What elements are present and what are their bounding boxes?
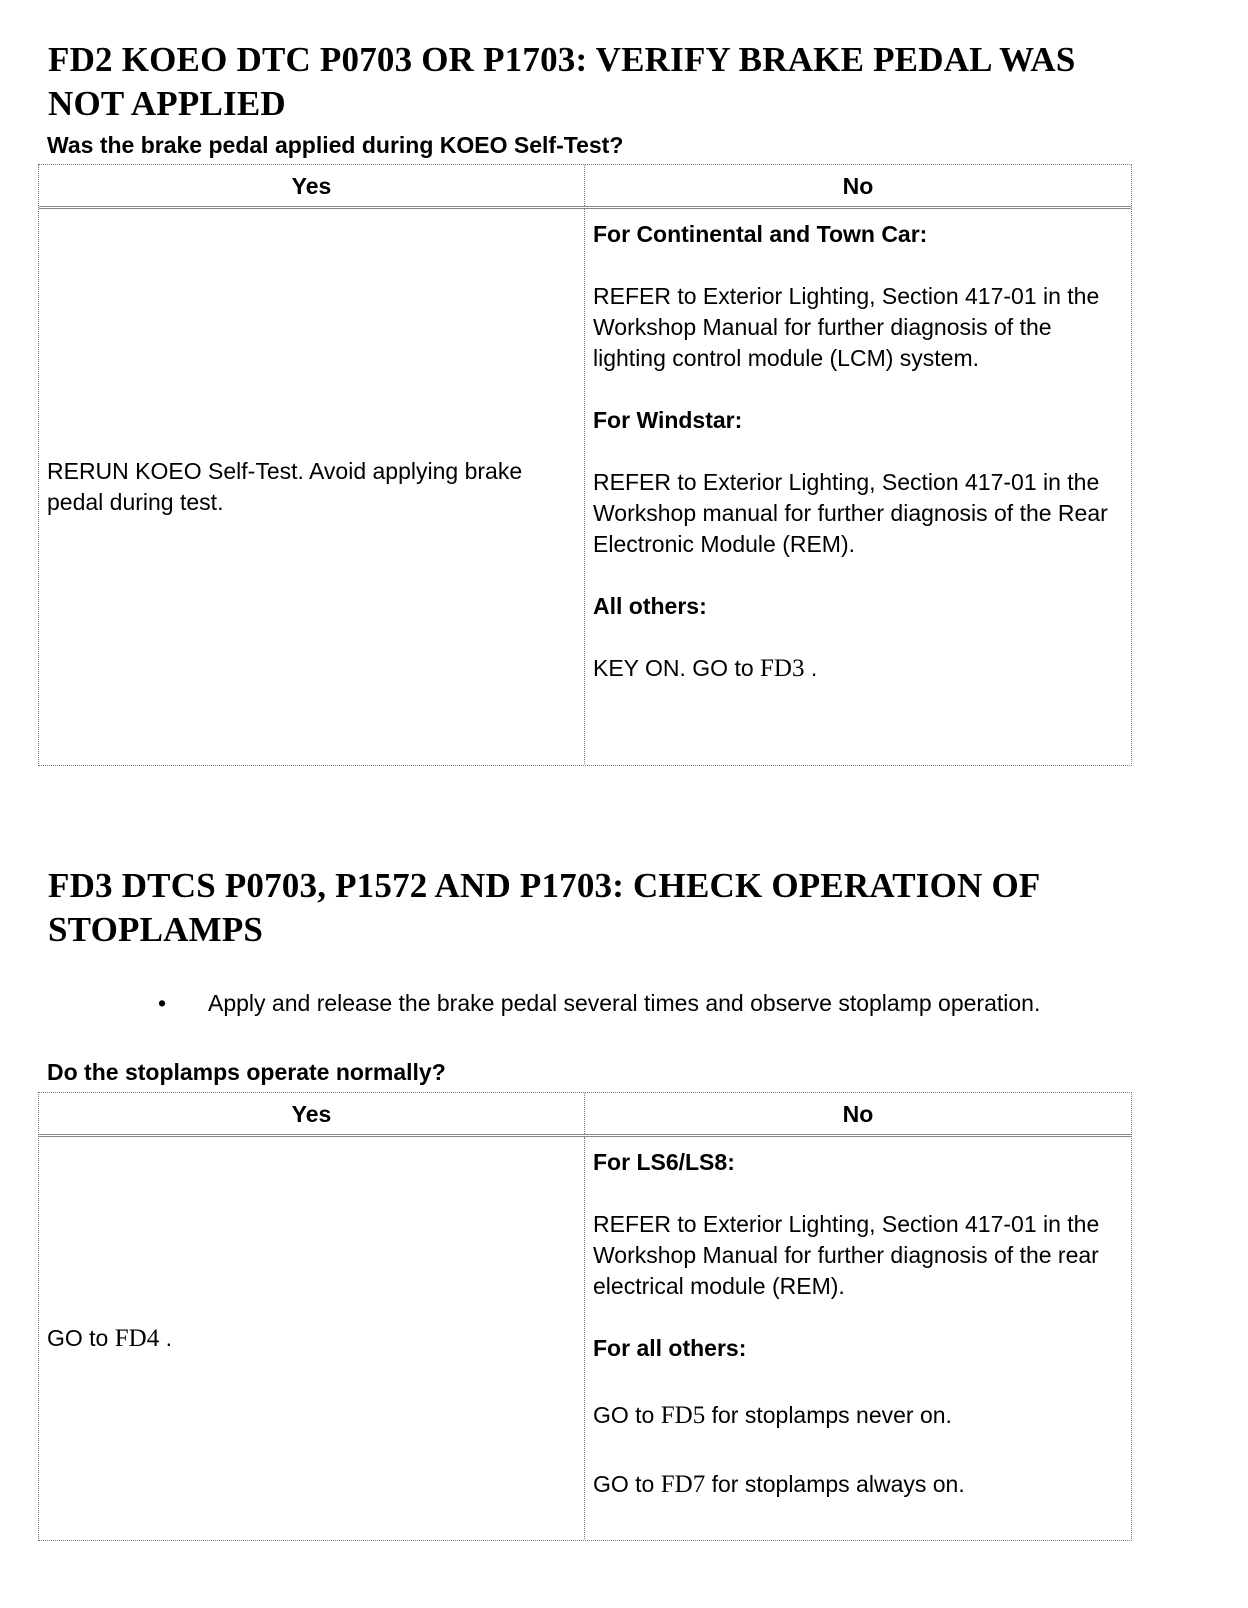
section1-no-heading-windstar: For Windstar: [593,407,743,433]
section1-no-text-others [593,653,1117,684]
section1-yes-cell [39,209,585,764]
bullet-icon: • [158,990,167,1016]
section1-yes-text: RERUN KOEO Self-Test. Avoid applying brake pedal during test. [47,457,523,515]
section2-no-text-always-on [593,1469,1117,1500]
section1-title [48,38,1076,126]
section2-never-prefix: GO to [593,1402,661,1428]
section2-no-heading-ls: For LS6/LS8: [593,1149,735,1175]
section2-no-cell [585,1137,1131,1539]
section2-title-line2: STOPLAMPS [48,910,264,949]
section1-title-line1: FD2 KOEO DTC P0703 OR P1703: VERIFY BRAKE PEDAL WAS [48,40,1076,79]
link-fd7[interactable]: FD7 [660,1471,706,1498]
section1-header-yes: Yes [39,165,585,206]
section2-never-suffix: for stoplamps never on. [705,1402,952,1428]
section2-yes-prefix: GO to [47,1324,115,1351]
section2-bullet-item [158,988,1040,1019]
section1-table [38,164,1132,766]
section2-table-header [39,1093,1131,1137]
section1-table-header [39,165,1131,209]
section1-no-cell [585,209,1131,764]
section1-title-line2: NOT APPLIED [48,84,286,123]
section1-no-others-prefix: KEY ON. GO to [593,655,761,681]
section2-always-suffix: for stoplamps always on. [705,1471,965,1497]
section2-yes-suffix: . [159,1324,172,1351]
link-fd4[interactable]: FD4 [114,1324,160,1352]
section1-no-heading-continental: For Continental and Town Car: [593,221,928,247]
section2-always-prefix: GO to [593,1471,661,1497]
section2-no-heading-others: For all others: [593,1335,747,1361]
section2-header-yes: Yes [39,1093,585,1134]
section2-yes-cell [39,1137,585,1539]
link-fd5[interactable]: FD5 [660,1402,706,1429]
section2-no-text-ls: REFER to Exterior Lighting, Section 417-01 in the Workshop Manual for further diagnosis of the rear electrical module (REM). [593,1211,1100,1299]
section2-title [48,864,1040,952]
section2-no-text-never-on [593,1400,1117,1431]
link-fd3[interactable]: FD3 [760,655,805,682]
section1-no-others-suffix: . [804,655,818,681]
section2-question: Do the stoplamps operate normally? [47,1059,446,1085]
section1-header-no: No [842,173,874,199]
section1-no-text-windstar: REFER to Exterior Lighting, Section 417-01 in the Workshop manual for further diagnosis of the Rear Electronic Module (REM). [593,469,1108,557]
section2-header-no: No [842,1101,874,1127]
section2-table [38,1092,1132,1541]
section2-yes-text [47,1323,172,1354]
section1-no-heading-others: All others: [593,593,707,619]
section1-table-row [39,209,1131,764]
section1-no-text-continental: REFER to Exterior Lighting, Section 417-01 in the Workshop Manual for further diagnosis of the lighting control module (LCM) system. [593,283,1100,371]
section2-table-row [39,1137,1131,1539]
section2-title-line1: FD3 DTCS P0703, P1572 AND P1703: CHECK OPERATION OF [48,866,1041,905]
section2-bullet-text: Apply and release the brake pedal several times and observe stoplamp operation. [208,990,1041,1016]
section1-question: Was the brake pedal applied during KOEO Self-Test? [47,132,624,158]
